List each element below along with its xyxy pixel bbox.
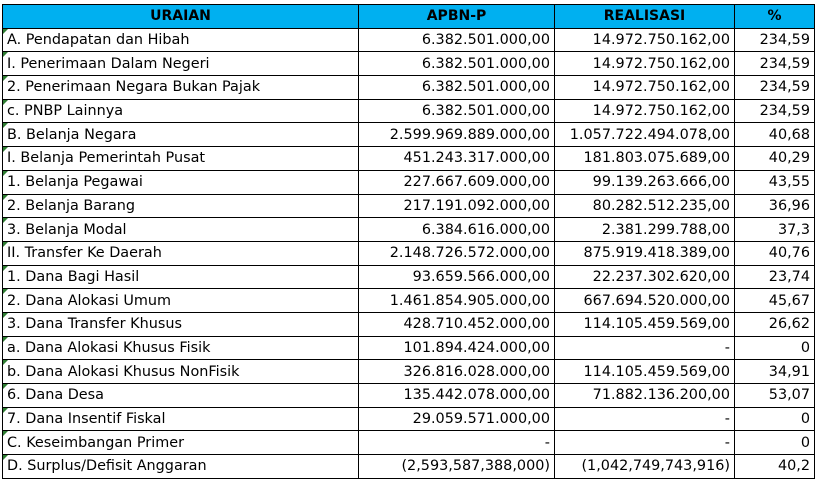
realisasi-cell[interactable]: (1,042,749,743,916) <box>555 455 735 479</box>
persen-cell[interactable]: 37,3 <box>735 218 815 242</box>
table-row <box>3 431 815 455</box>
persen-cell[interactable]: 40,2 <box>735 455 815 479</box>
realisasi-cell[interactable]: 181.803.075.689,00 <box>555 147 735 171</box>
row-label[interactable]: A. Pendapatan dan Hibah <box>3 28 359 52</box>
persen-cell[interactable]: 23,74 <box>735 265 815 289</box>
realisasi-cell[interactable]: 667.694.520.000,00 <box>555 289 735 313</box>
table-row <box>3 194 815 218</box>
realisasi-cell[interactable]: 1.057.722.494.078,00 <box>555 123 735 147</box>
persen-cell[interactable]: 36,96 <box>735 194 815 218</box>
apbn-cell[interactable]: 217.191.092.000,00 <box>359 194 555 218</box>
budget-table <box>2 4 815 479</box>
table-row <box>3 76 815 100</box>
row-label[interactable]: B. Belanja Negara <box>3 123 359 147</box>
apbn-cell[interactable]: 326.816.028.000,00 <box>359 360 555 384</box>
persen-cell[interactable]: 53,07 <box>735 384 815 408</box>
persen-cell[interactable]: 234,59 <box>735 28 815 52</box>
apbn-cell[interactable]: 2.599.969.889.000,00 <box>359 123 555 147</box>
row-label[interactable]: 7. Dana Insentif Fiskal <box>3 407 359 431</box>
persen-cell[interactable]: 0 <box>735 407 815 431</box>
apbn-cell[interactable]: (2,593,587,388,000) <box>359 455 555 479</box>
apbn-cell[interactable]: 29.059.571.000,00 <box>359 407 555 431</box>
table-row <box>3 312 815 336</box>
realisasi-cell[interactable]: 14.972.750.162,00 <box>555 28 735 52</box>
apbn-cell[interactable]: 227.667.609.000,00 <box>359 170 555 194</box>
persen-cell[interactable]: 43,55 <box>735 170 815 194</box>
apbn-cell[interactable]: 6.382.501.000,00 <box>359 52 555 76</box>
table-row <box>3 265 815 289</box>
realisasi-cell[interactable]: 71.882.136.200,00 <box>555 384 735 408</box>
realisasi-cell[interactable]: - <box>555 431 735 455</box>
row-label[interactable]: 1. Dana Bagi Hasil <box>3 265 359 289</box>
row-label[interactable]: 1. Belanja Pegawai <box>3 170 359 194</box>
realisasi-cell[interactable]: - <box>555 336 735 360</box>
table-row <box>3 52 815 76</box>
realisasi-cell[interactable]: 114.105.459.569,00 <box>555 312 735 336</box>
header-row <box>3 5 815 29</box>
realisasi-cell[interactable]: - <box>555 407 735 431</box>
table-row <box>3 123 815 147</box>
row-label[interactable]: I. Belanja Pemerintah Pusat <box>3 147 359 171</box>
header-uraian[interactable]: URAIAN <box>3 5 359 29</box>
header-realisasi[interactable]: REALISASI <box>555 5 735 29</box>
apbn-cell[interactable]: 93.659.566.000,00 <box>359 265 555 289</box>
persen-cell[interactable]: 0 <box>735 336 815 360</box>
table-row <box>3 455 815 479</box>
apbn-cell[interactable]: 135.442.078.000,00 <box>359 384 555 408</box>
persen-cell[interactable]: 45,67 <box>735 289 815 313</box>
table-row <box>3 28 815 52</box>
persen-cell[interactable]: 234,59 <box>735 52 815 76</box>
table-row <box>3 336 815 360</box>
row-label[interactable]: D. Surplus/Defisit Anggaran <box>3 455 359 479</box>
row-label[interactable]: b. Dana Alokasi Khusus NonFisik <box>3 360 359 384</box>
row-label[interactable]: 2. Belanja Barang <box>3 194 359 218</box>
row-label[interactable]: 3. Dana Transfer Khusus <box>3 312 359 336</box>
realisasi-cell[interactable]: 114.105.459.569,00 <box>555 360 735 384</box>
row-label[interactable]: 2. Penerimaan Negara Bukan Pajak <box>3 76 359 100</box>
apbn-cell[interactable]: 451.243.317.000,00 <box>359 147 555 171</box>
row-label[interactable]: C. Keseimbangan Primer <box>3 431 359 455</box>
table-row <box>3 218 815 242</box>
realisasi-cell[interactable]: 80.282.512.235,00 <box>555 194 735 218</box>
persen-cell[interactable]: 40,29 <box>735 147 815 171</box>
realisasi-cell[interactable]: 14.972.750.162,00 <box>555 99 735 123</box>
persen-cell[interactable]: 0 <box>735 431 815 455</box>
table-row <box>3 170 815 194</box>
persen-cell[interactable]: 234,59 <box>735 99 815 123</box>
table-row <box>3 360 815 384</box>
apbn-cell[interactable]: 428.710.452.000,00 <box>359 312 555 336</box>
apbn-cell[interactable]: - <box>359 431 555 455</box>
apbn-cell[interactable]: 2.148.726.572.000,00 <box>359 241 555 265</box>
header-persen[interactable]: % <box>735 5 815 29</box>
persen-cell[interactable]: 34,91 <box>735 360 815 384</box>
row-label[interactable]: 2. Dana Alokasi Umum <box>3 289 359 313</box>
persen-cell[interactable]: 234,59 <box>735 76 815 100</box>
apbn-cell[interactable]: 6.382.501.000,00 <box>359 99 555 123</box>
apbn-cell[interactable]: 6.382.501.000,00 <box>359 76 555 100</box>
realisasi-cell[interactable]: 875.919.418.389,00 <box>555 241 735 265</box>
table-row <box>3 384 815 408</box>
table-row <box>3 147 815 171</box>
row-label[interactable]: II. Transfer Ke Daerah <box>3 241 359 265</box>
table-row <box>3 241 815 265</box>
realisasi-cell[interactable]: 14.972.750.162,00 <box>555 52 735 76</box>
apbn-cell[interactable]: 1.461.854.905.000,00 <box>359 289 555 313</box>
row-label[interactable]: a. Dana Alokasi Khusus Fisik <box>3 336 359 360</box>
persen-cell[interactable]: 26,62 <box>735 312 815 336</box>
realisasi-cell[interactable]: 99.139.263.666,00 <box>555 170 735 194</box>
row-label[interactable]: I. Penerimaan Dalam Negeri <box>3 52 359 76</box>
header-apbn[interactable]: APBN-P <box>359 5 555 29</box>
table-row <box>3 289 815 313</box>
apbn-cell[interactable]: 6.382.501.000,00 <box>359 28 555 52</box>
row-label[interactable]: 3. Belanja Modal <box>3 218 359 242</box>
apbn-cell[interactable]: 6.384.616.000,00 <box>359 218 555 242</box>
realisasi-cell[interactable]: 14.972.750.162,00 <box>555 76 735 100</box>
realisasi-cell[interactable]: 22.237.302.620,00 <box>555 265 735 289</box>
row-label[interactable]: 6. Dana Desa <box>3 384 359 408</box>
realisasi-cell[interactable]: 2.381.299.788,00 <box>555 218 735 242</box>
persen-cell[interactable]: 40,68 <box>735 123 815 147</box>
table-row <box>3 99 815 123</box>
row-label[interactable]: c. PNBP Lainnya <box>3 99 359 123</box>
persen-cell[interactable]: 40,76 <box>735 241 815 265</box>
table-row <box>3 407 815 431</box>
apbn-cell[interactable]: 101.894.424.000,00 <box>359 336 555 360</box>
